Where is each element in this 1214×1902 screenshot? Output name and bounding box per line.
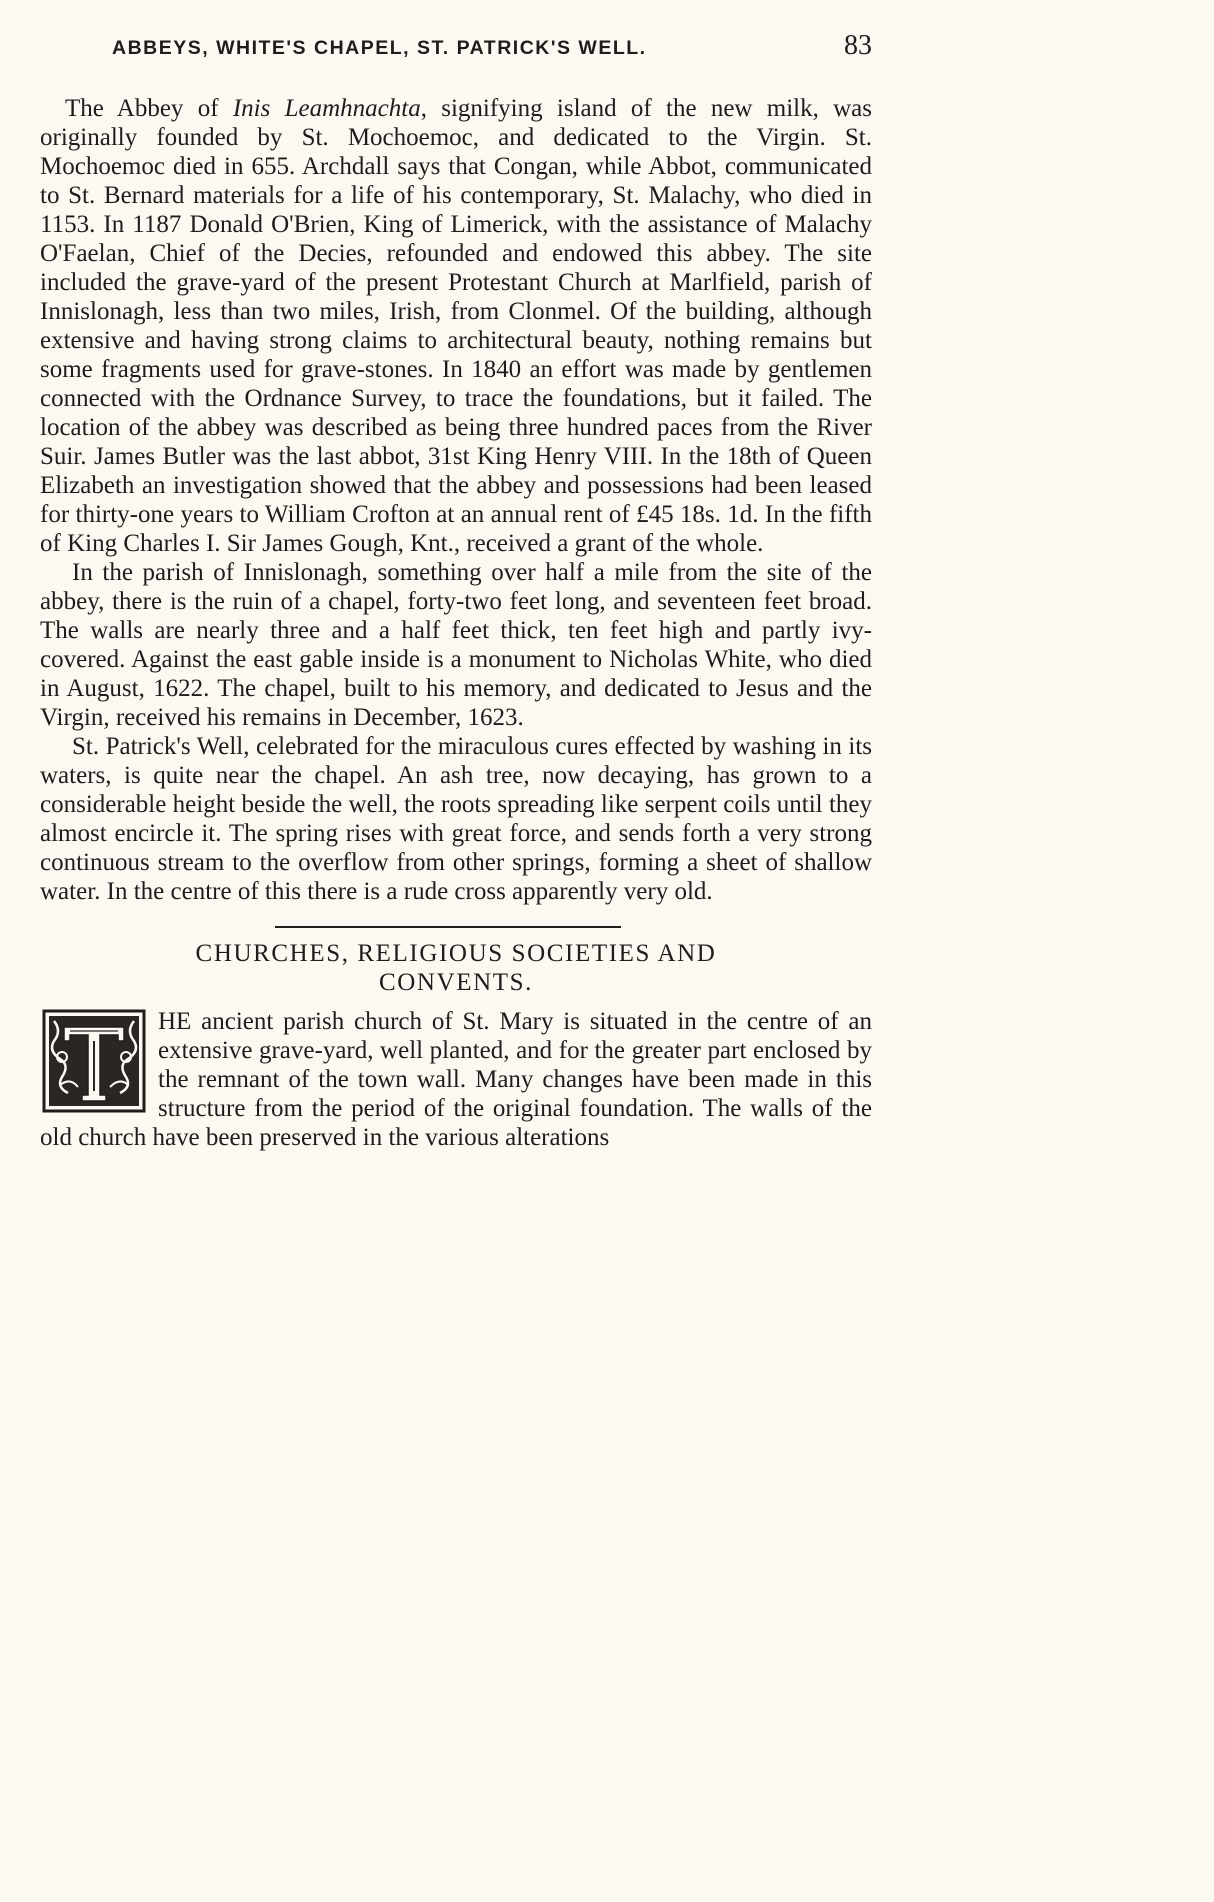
section-heading-line-1: CHURCHES, RELIGIOUS SOCIETIES AND xyxy=(195,940,717,967)
running-head xyxy=(40,30,872,62)
body-text xyxy=(40,94,872,1152)
running-title: ABBEYS, WHITE'S CHAPEL, ST. PATRICK'S WELL. xyxy=(112,37,647,59)
paragraph-abbey-lead: The Abbey of xyxy=(65,95,233,122)
paragraph-abbey xyxy=(40,94,872,558)
abbey-irish-name: Inis Leamhnachta xyxy=(232,95,421,122)
parish-church-text: HE ancient parish church of St. Mary is situated in the centre of an extensive grave-yard, well planted, and for the greater part enclosed by the remnant of the town wall. Many changes have been made in this structure from the period of the original foundation. The walls of the old church have been preserved in the various alterations xyxy=(40,1008,872,1151)
ornamental-initial-t xyxy=(40,1007,148,1115)
book-page xyxy=(40,30,872,1152)
section-heading-line-2: CONVENTS. xyxy=(379,969,533,996)
page-number: 83 xyxy=(844,30,872,61)
paragraph-chapel: In the parish of Innislonagh, something over half a mile from the site of the abbey, there is the ruin of a chapel, forty-two feet long, and seventeen feet broad. The walls are nearly three and a half feet thick, ten feet high and partly ivy-covered. Against the east gable inside is a monument to Nicholas White, who died in August, 1622. The chapel, built to his memory, and dedicated to Jesus and the Virgin, received his remains in December, 1623. xyxy=(40,559,872,731)
paragraph-abbey-body: , signifying island of the new milk, was originally founded by St. Mochoemoc, and dedicated to the Virgin. St. Mochoemoc died in 655. Archdall says that Congan, while Abbot, communicated to St. Bernard materials for a life of his contemporary, St. Malachy, who died in 1153. In 1187 Donald O'Brien, King of Limerick, with the assistance of Malachy O'Faelan, Chief of the Decies, refounded and endowed this abbey. The site included the grave-yard of the present Protestant Church at Marlfield, parish of Innislonagh, less than two miles, Irish, from Clonmel. Of the building, although extensive and having strong claims to architectural beauty, nothing remains but some fragments used for grave-stones. In 1840 an effort was made by gentlemen connected with the Ordnance Survey, to trace the foundations, but it failed. The location of the abbey was described as being three hundred paces from the River Suir. James Butler was the last abbot, 31st King Henry VIII. In the 18th of Queen Elizabeth an investigation showed that the abbey and possessions had been leased for thirty-one years to William Crofton at an annual rent of £45 18s. 1d. In the fifth of King Charles I. Sir James Gough, Knt., received a grant of the whole. xyxy=(40,95,873,557)
section-divider xyxy=(275,926,621,928)
ornamental-initial-graphic xyxy=(40,1007,148,1115)
paragraph-parish-church xyxy=(40,1007,872,1152)
paragraph-well: St. Patrick's Well, celebrated for the miraculous cures effected by washing in its waters, is quite near the chapel. An ash tree, now decaying, has grown to a considerable height beside the well, the roots spreading like serpent coils until they almost encircle it. The spring rises with great force, and sends forth a very strong continuous stream to the overflow from other springs, forming a sheet of shallow water. In the centre of this there is a rude cross apparently very old. xyxy=(40,733,872,905)
section-heading xyxy=(40,939,872,997)
